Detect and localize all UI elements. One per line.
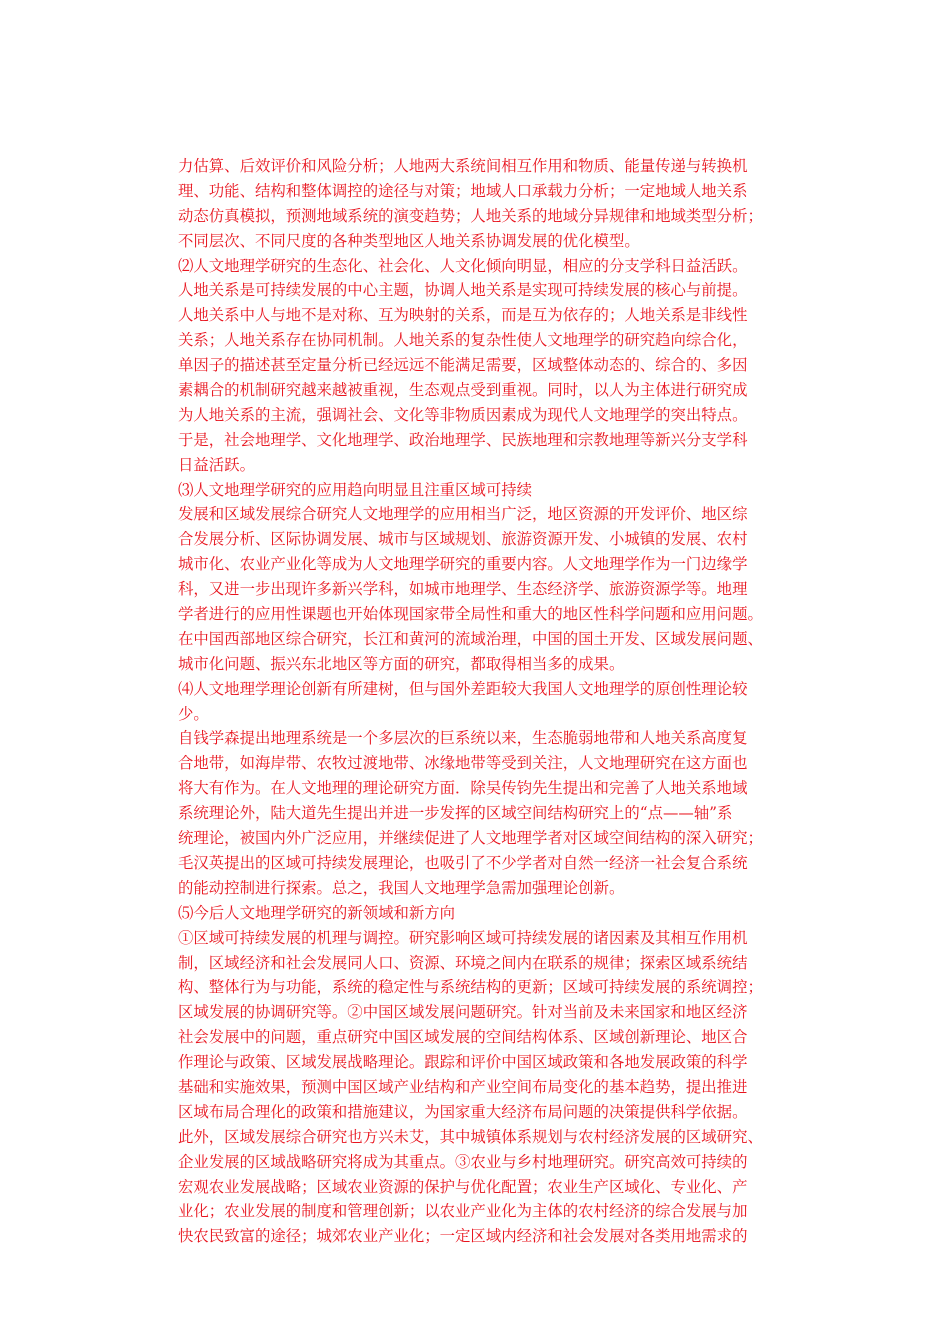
text-line: 于是，社会地理学、文化地理学、政治地理学、民族地理和宗教地理等新兴分支学科 <box>178 430 748 449</box>
text-line: 宏观农业发展战略；区域农业资源的保护与优化配置；农业生产区域化、专业化、产 <box>178 1177 748 1196</box>
text-line: 发展和区域发展综合研究人文地理学的应用相当广泛，地区资源的开发评价、地区综 <box>178 505 748 524</box>
text-line: 合发展分析、区际协调发展、城市与区域规划、旅游资源开发、小城镇的发展、农村 <box>178 530 748 549</box>
text-line: ⑸今后人文地理学研究的新领域和新方向 <box>178 903 456 922</box>
text-line: 素耦合的机制研究越来越被重视，生态观点受到重视。同时，以人为主体进行研究成 <box>178 381 748 400</box>
text-line: 单因子的描述甚至定量分析已经远远不能满足需要，区域整体动态的、综合的、多因 <box>178 356 748 375</box>
text-line: 日益活跃。 <box>178 455 255 474</box>
text-line: ⑶人文地理学研究的应用趋向明显且注重区域可持续 <box>178 480 532 499</box>
text-line: 城市化问题、振兴东北地区等方面的研究，都取得相当多的成果。 <box>178 654 625 673</box>
text-line: 此外，区域发展综合研究也方兴未艾，其中城镇体系规划与农村经济发展的区域研究、 <box>178 1127 763 1146</box>
text-line: ⑵人文地理学研究的生态化、社会化、人文化倾向明显，相应的分支学科日益活跃。 <box>178 256 748 275</box>
document-body <box>178 154 798 1249</box>
text-line: 的能动控制进行探索。总之，我国人文地理学急需加强理论创新。 <box>178 878 625 897</box>
text-line: 少。 <box>178 704 209 723</box>
text-line: 人地关系是可持续发展的中心主题，协调人地关系是实现可持续发展的核心与前提。 <box>178 281 748 300</box>
text-line: 在中国西部地区综合研究，长江和黄河的流域治理，中国的国土开发、区域发展问题、 <box>178 629 763 648</box>
text-line: 业化；农业发展的制度和管理创新；以农业产业化为主体的农村经济的综合发展与加 <box>178 1202 748 1221</box>
text-line: 制，区域经济和社会发展同人口、资源、环境之间内在联系的规律；探索区域系统结 <box>178 953 748 972</box>
text-line: 为人地关系的主流，强调社会、文化等非物质因素成为现代人文地理学的突出特点。 <box>178 405 748 424</box>
text-line: 合地带，如海岸带、农牧过渡地带、冰缘地带等受到关注，人文地理研究在这方面也 <box>178 754 748 773</box>
text-line: 企业发展的区域战略研究将成为其重点。③农业与乡村地理研究。研究高效可持续的 <box>178 1152 748 1171</box>
text-line: 不同层次、不同尺度的各种类型地区人地关系协调发展的优化模型。 <box>178 231 640 250</box>
text-line: ①区域可持续发展的机理与调控。研究影响区域可持续发展的诸因素及其相互作用机 <box>178 928 748 947</box>
text-line: 理、功能、结构和整体调控的途径与对策；地域人口承载力分析；一定地域人地关系 <box>178 181 748 200</box>
text-line: 快农民致富的途径；城郊农业产业化；一定区域内经济和社会发展对各类用地需求的 <box>178 1227 748 1246</box>
text-line: 毛汉英提出的区域可持续发展理论，也吸引了不少学者对自然一经济一社会复合系统 <box>178 853 748 872</box>
text-line: 系统理论外，陆大道先生提出并进一步发挥的区域空间结构研究上的“点——轴”系 <box>178 804 733 823</box>
text-line: 作理论与政策、区域发展战略理论。跟踪和评价中国区域政策和各地发展政策的科学 <box>178 1053 748 1072</box>
text-line: 力估算、后效评价和风险分析；人地两大系统间相互作用和物质、能量传递与转换机 <box>178 157 748 175</box>
text-line: 将大有作为。在人文地理的理论研究方面．除吴传钧先生提出和完善了人地关系地域 <box>178 779 748 798</box>
text-line: 区域布局合理化的政策和措施建议，为国家重大经济布局问题的决策提供科学依据。 <box>178 1102 748 1121</box>
text-line: 学者进行的应用性课题也开始体现国家带全局性和重大的地区性科学问题和应用问题。 <box>178 605 763 624</box>
text-line: 科，又进一步出现许多新兴学科，如城市地理学、生态经济学、旅游资源学等。地理 <box>178 580 748 599</box>
text-line: 社会发展中的问题，重点研究中国区域发展的空间结构体系、区域创新理论、地区合 <box>178 1028 748 1047</box>
text-line: 基础和实施效果，预测中国区域产业结构和产业空间布局变化的基本趋势，提出推进 <box>178 1077 748 1096</box>
text-line: ⑷人文地理学理论创新有所建树，但与国外差距较大我国人文地理学的原创性理论较 <box>178 679 748 698</box>
text-line: 统理论，被国内外广泛应用，并继续促进了人文地理学者对区域空间结构的深入研究； <box>178 829 763 848</box>
text-line: 城市化、农业产业化等成为人文地理学研究的重要内容。人文地理学作为一门边缘学 <box>178 555 748 574</box>
text-line: 关系；人地关系存在协同机制。人地关系的复杂性使人文地理学的研究趋向综合化， <box>178 331 748 350</box>
text-line: 人地关系中人与地不是对称、互为映射的关系，而是互为依存的；人地关系是非线性 <box>178 306 748 325</box>
text-line: 区域发展的协调研究等。②中国区域发展问题研究。针对当前及未来国家和地区经济 <box>178 1003 748 1022</box>
text-line: 自钱学森提出地理系统是一个多层次的巨系统以来，生态脆弱地带和人地关系高度复 <box>178 729 748 748</box>
text-line: 动态仿真模拟，预测地域系统的演变趋势；人地关系的地域分异规律和地域类型分析； <box>178 206 763 225</box>
text-line: 构、整体行为与功能，系统的稳定性与系统结构的更新；区域可持续发展的系统调控； <box>178 978 763 997</box>
